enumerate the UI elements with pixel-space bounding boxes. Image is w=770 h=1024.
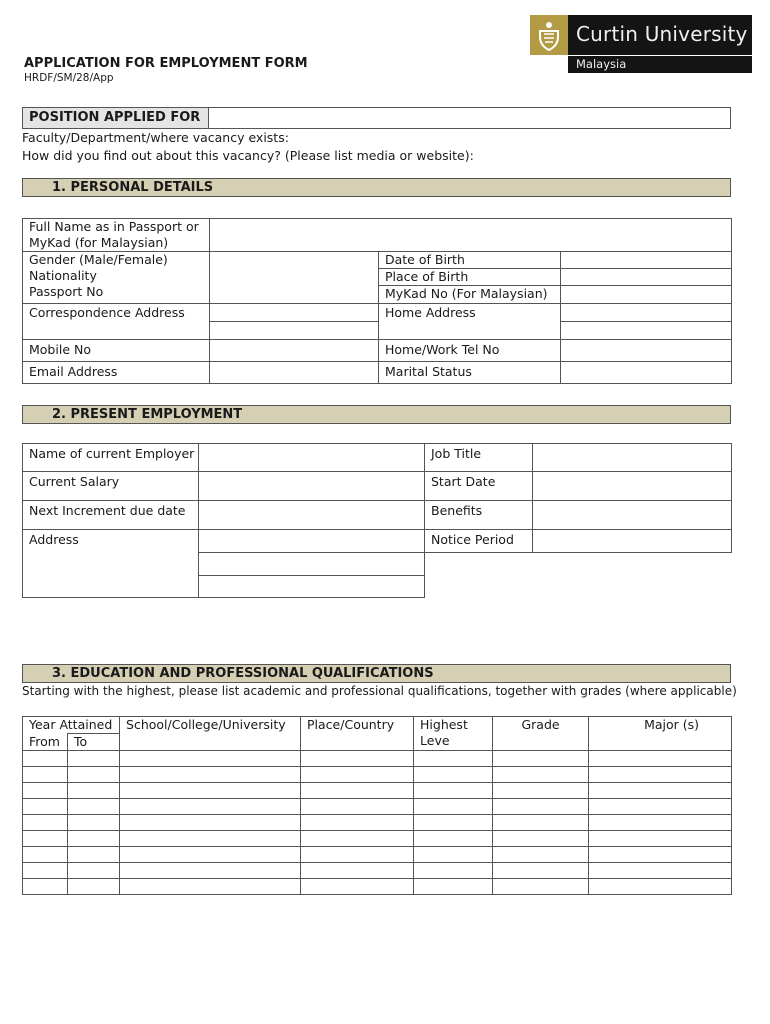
curtin-logo xyxy=(530,15,752,73)
education-cell[interactable] xyxy=(68,879,120,895)
education-cell[interactable] xyxy=(301,879,414,895)
education-cell[interactable] xyxy=(589,783,732,799)
col-from: From xyxy=(23,734,68,751)
col-school: School/College/University xyxy=(120,717,301,751)
education-cell[interactable] xyxy=(23,879,68,895)
education-table xyxy=(22,716,732,895)
gender-label: Gender (Male/Female) xyxy=(29,252,168,267)
education-cell[interactable] xyxy=(493,751,589,767)
education-cell[interactable] xyxy=(23,799,68,815)
full-name-input[interactable] xyxy=(210,219,732,252)
education-cell[interactable] xyxy=(589,815,732,831)
salary-label: Current Salary xyxy=(23,472,199,501)
education-cell[interactable] xyxy=(414,767,493,783)
education-cell[interactable] xyxy=(493,831,589,847)
notice-label: Notice Period xyxy=(425,530,533,553)
education-cell[interactable] xyxy=(23,863,68,879)
col-year-attained: Year Attained xyxy=(23,717,120,734)
corr-address-input-line2[interactable] xyxy=(210,322,379,340)
education-title: 3. EDUCATION AND PROFESSIONAL QUALIFICATIONS xyxy=(52,666,434,681)
education-row xyxy=(23,847,732,863)
employer-input[interactable] xyxy=(199,444,425,472)
education-cell[interactable] xyxy=(301,831,414,847)
crest-icon xyxy=(530,15,568,55)
education-cell[interactable] xyxy=(493,815,589,831)
education-cell[interactable] xyxy=(23,831,68,847)
education-row xyxy=(23,879,732,895)
education-cell[interactable] xyxy=(414,799,493,815)
home-address-label: Home Address xyxy=(379,304,561,340)
job-title-label: Job Title xyxy=(425,444,533,472)
benefits-input[interactable] xyxy=(533,501,732,530)
pob-label: Place of Birth xyxy=(379,269,561,286)
education-cell[interactable] xyxy=(301,863,414,879)
mobile-label: Mobile No xyxy=(23,340,210,362)
education-cell[interactable] xyxy=(68,847,120,863)
education-cell[interactable] xyxy=(414,879,493,895)
personal-labels-cell xyxy=(23,252,210,304)
address-input-line3[interactable] xyxy=(199,576,425,598)
education-cell[interactable] xyxy=(589,799,732,815)
present-employment-header xyxy=(22,405,731,424)
education-cell[interactable] xyxy=(589,847,732,863)
education-cell[interactable] xyxy=(120,863,301,879)
dob-label: Date of Birth xyxy=(379,252,561,269)
email-input[interactable] xyxy=(210,362,379,384)
benefits-label: Benefits xyxy=(425,501,533,530)
home-tel-input[interactable] xyxy=(561,340,732,362)
education-row xyxy=(23,751,732,767)
education-cell[interactable] xyxy=(68,751,120,767)
education-cell[interactable] xyxy=(120,799,301,815)
education-cell[interactable] xyxy=(414,783,493,799)
form-code: HRDF/SM/28/App xyxy=(24,72,114,84)
empty-area xyxy=(425,553,732,598)
education-cell[interactable] xyxy=(120,879,301,895)
dob-input[interactable] xyxy=(561,252,732,269)
education-row xyxy=(23,783,732,799)
full-name-label xyxy=(23,219,210,252)
education-cell[interactable] xyxy=(414,815,493,831)
education-cell[interactable] xyxy=(493,847,589,863)
home-address-input-line2[interactable] xyxy=(561,322,732,340)
full-name-label-line2: MyKad (for Malaysian) xyxy=(29,235,169,250)
education-cell[interactable] xyxy=(301,751,414,767)
present-employment-title: 2. PRESENT EMPLOYMENT xyxy=(52,407,243,422)
education-cell[interactable] xyxy=(589,863,732,879)
education-cell[interactable] xyxy=(414,847,493,863)
education-instruction: Starting with the highest, please list academic and professional qualifications, together with grades (where applicable) xyxy=(22,684,737,698)
education-row xyxy=(23,767,732,783)
address-input-line2[interactable] xyxy=(199,553,425,576)
education-row xyxy=(23,799,732,815)
education-cell[interactable] xyxy=(493,783,589,799)
education-cell[interactable] xyxy=(120,783,301,799)
present-employment-table xyxy=(22,443,732,598)
education-cell[interactable] xyxy=(120,751,301,767)
home-tel-label: Home/Work Tel No xyxy=(379,340,561,362)
education-cell[interactable] xyxy=(414,863,493,879)
logo-bottom-band xyxy=(568,56,752,73)
education-cell[interactable] xyxy=(23,815,68,831)
pob-input[interactable] xyxy=(561,269,732,286)
logo-name: Curtin University xyxy=(576,22,748,46)
education-cell[interactable] xyxy=(68,767,120,783)
address-label: Address xyxy=(23,530,199,598)
education-row xyxy=(23,863,732,879)
education-cell[interactable] xyxy=(23,767,68,783)
col-level: Highest Leve xyxy=(414,717,493,751)
home-address-input-line1[interactable] xyxy=(561,304,732,322)
employer-label: Name of current Employer xyxy=(23,444,199,472)
vacancy-source-label: How did you find out about this vacancy? (Please list media or website): xyxy=(22,148,474,163)
passport-label: Passport No xyxy=(29,284,104,299)
marital-input[interactable] xyxy=(561,362,732,384)
mykad-input[interactable] xyxy=(561,286,732,304)
job-title-input[interactable] xyxy=(533,444,732,472)
mobile-input[interactable] xyxy=(210,340,379,362)
gender-nationality-passport-input[interactable] xyxy=(210,252,379,304)
address-input-line1[interactable] xyxy=(199,530,425,553)
education-cell[interactable] xyxy=(23,751,68,767)
education-cell[interactable] xyxy=(23,847,68,863)
education-cell[interactable] xyxy=(120,831,301,847)
education-cell[interactable] xyxy=(301,767,414,783)
logo-subtitle: Malaysia xyxy=(576,57,627,71)
education-cell[interactable] xyxy=(414,751,493,767)
education-cell[interactable] xyxy=(68,799,120,815)
col-grade: Grade xyxy=(493,717,589,751)
personal-details-table xyxy=(22,218,732,384)
education-cell[interactable] xyxy=(301,815,414,831)
position-label xyxy=(22,107,209,129)
marital-label: Marital Status xyxy=(379,362,561,384)
education-cell[interactable] xyxy=(493,799,589,815)
salary-input[interactable] xyxy=(199,472,425,501)
education-cell[interactable] xyxy=(301,847,414,863)
education-row xyxy=(23,815,732,831)
education-cell[interactable] xyxy=(493,767,589,783)
education-cell[interactable] xyxy=(23,783,68,799)
nationality-label: Nationality xyxy=(29,268,97,283)
education-header xyxy=(22,664,731,683)
education-cell[interactable] xyxy=(68,863,120,879)
education-cell[interactable] xyxy=(414,831,493,847)
education-cell[interactable] xyxy=(493,863,589,879)
form-title: APPLICATION FOR EMPLOYMENT FORM xyxy=(24,56,308,71)
col-major: Major (s) xyxy=(589,717,732,751)
education-cell[interactable] xyxy=(589,751,732,767)
personal-details-header xyxy=(22,178,731,197)
email-label: Email Address xyxy=(23,362,210,384)
education-cell[interactable] xyxy=(301,783,414,799)
increment-label: Next Increment due date xyxy=(23,501,199,530)
education-cell[interactable] xyxy=(589,879,732,895)
col-place: Place/Country xyxy=(301,717,414,751)
education-row xyxy=(23,831,732,847)
personal-details-title: 1. PERSONAL DETAILS xyxy=(52,180,214,195)
education-cell[interactable] xyxy=(589,767,732,783)
education-cell[interactable] xyxy=(120,815,301,831)
notice-input[interactable] xyxy=(533,530,732,553)
corr-address-input-line1[interactable] xyxy=(210,304,379,322)
education-cell[interactable] xyxy=(301,799,414,815)
position-label-text: POSITION APPLIED FOR xyxy=(29,110,201,125)
education-cell[interactable] xyxy=(120,847,301,863)
education-cell[interactable] xyxy=(589,831,732,847)
faculty-label: Faculty/Department/where vacancy exists: xyxy=(22,130,289,145)
increment-input[interactable] xyxy=(199,501,425,530)
full-name-label-line1: Full Name as in Passport or xyxy=(29,219,199,234)
start-date-label: Start Date xyxy=(425,472,533,501)
education-cell[interactable] xyxy=(68,783,120,799)
col-to: To xyxy=(68,734,120,751)
education-cell[interactable] xyxy=(68,815,120,831)
corr-address-label: Correspondence Address xyxy=(23,304,210,340)
education-cell[interactable] xyxy=(120,767,301,783)
mykad-label: MyKad No (For Malaysian) xyxy=(379,286,561,304)
start-date-input[interactable] xyxy=(533,472,732,501)
education-cell[interactable] xyxy=(68,831,120,847)
education-cell[interactable] xyxy=(493,879,589,895)
